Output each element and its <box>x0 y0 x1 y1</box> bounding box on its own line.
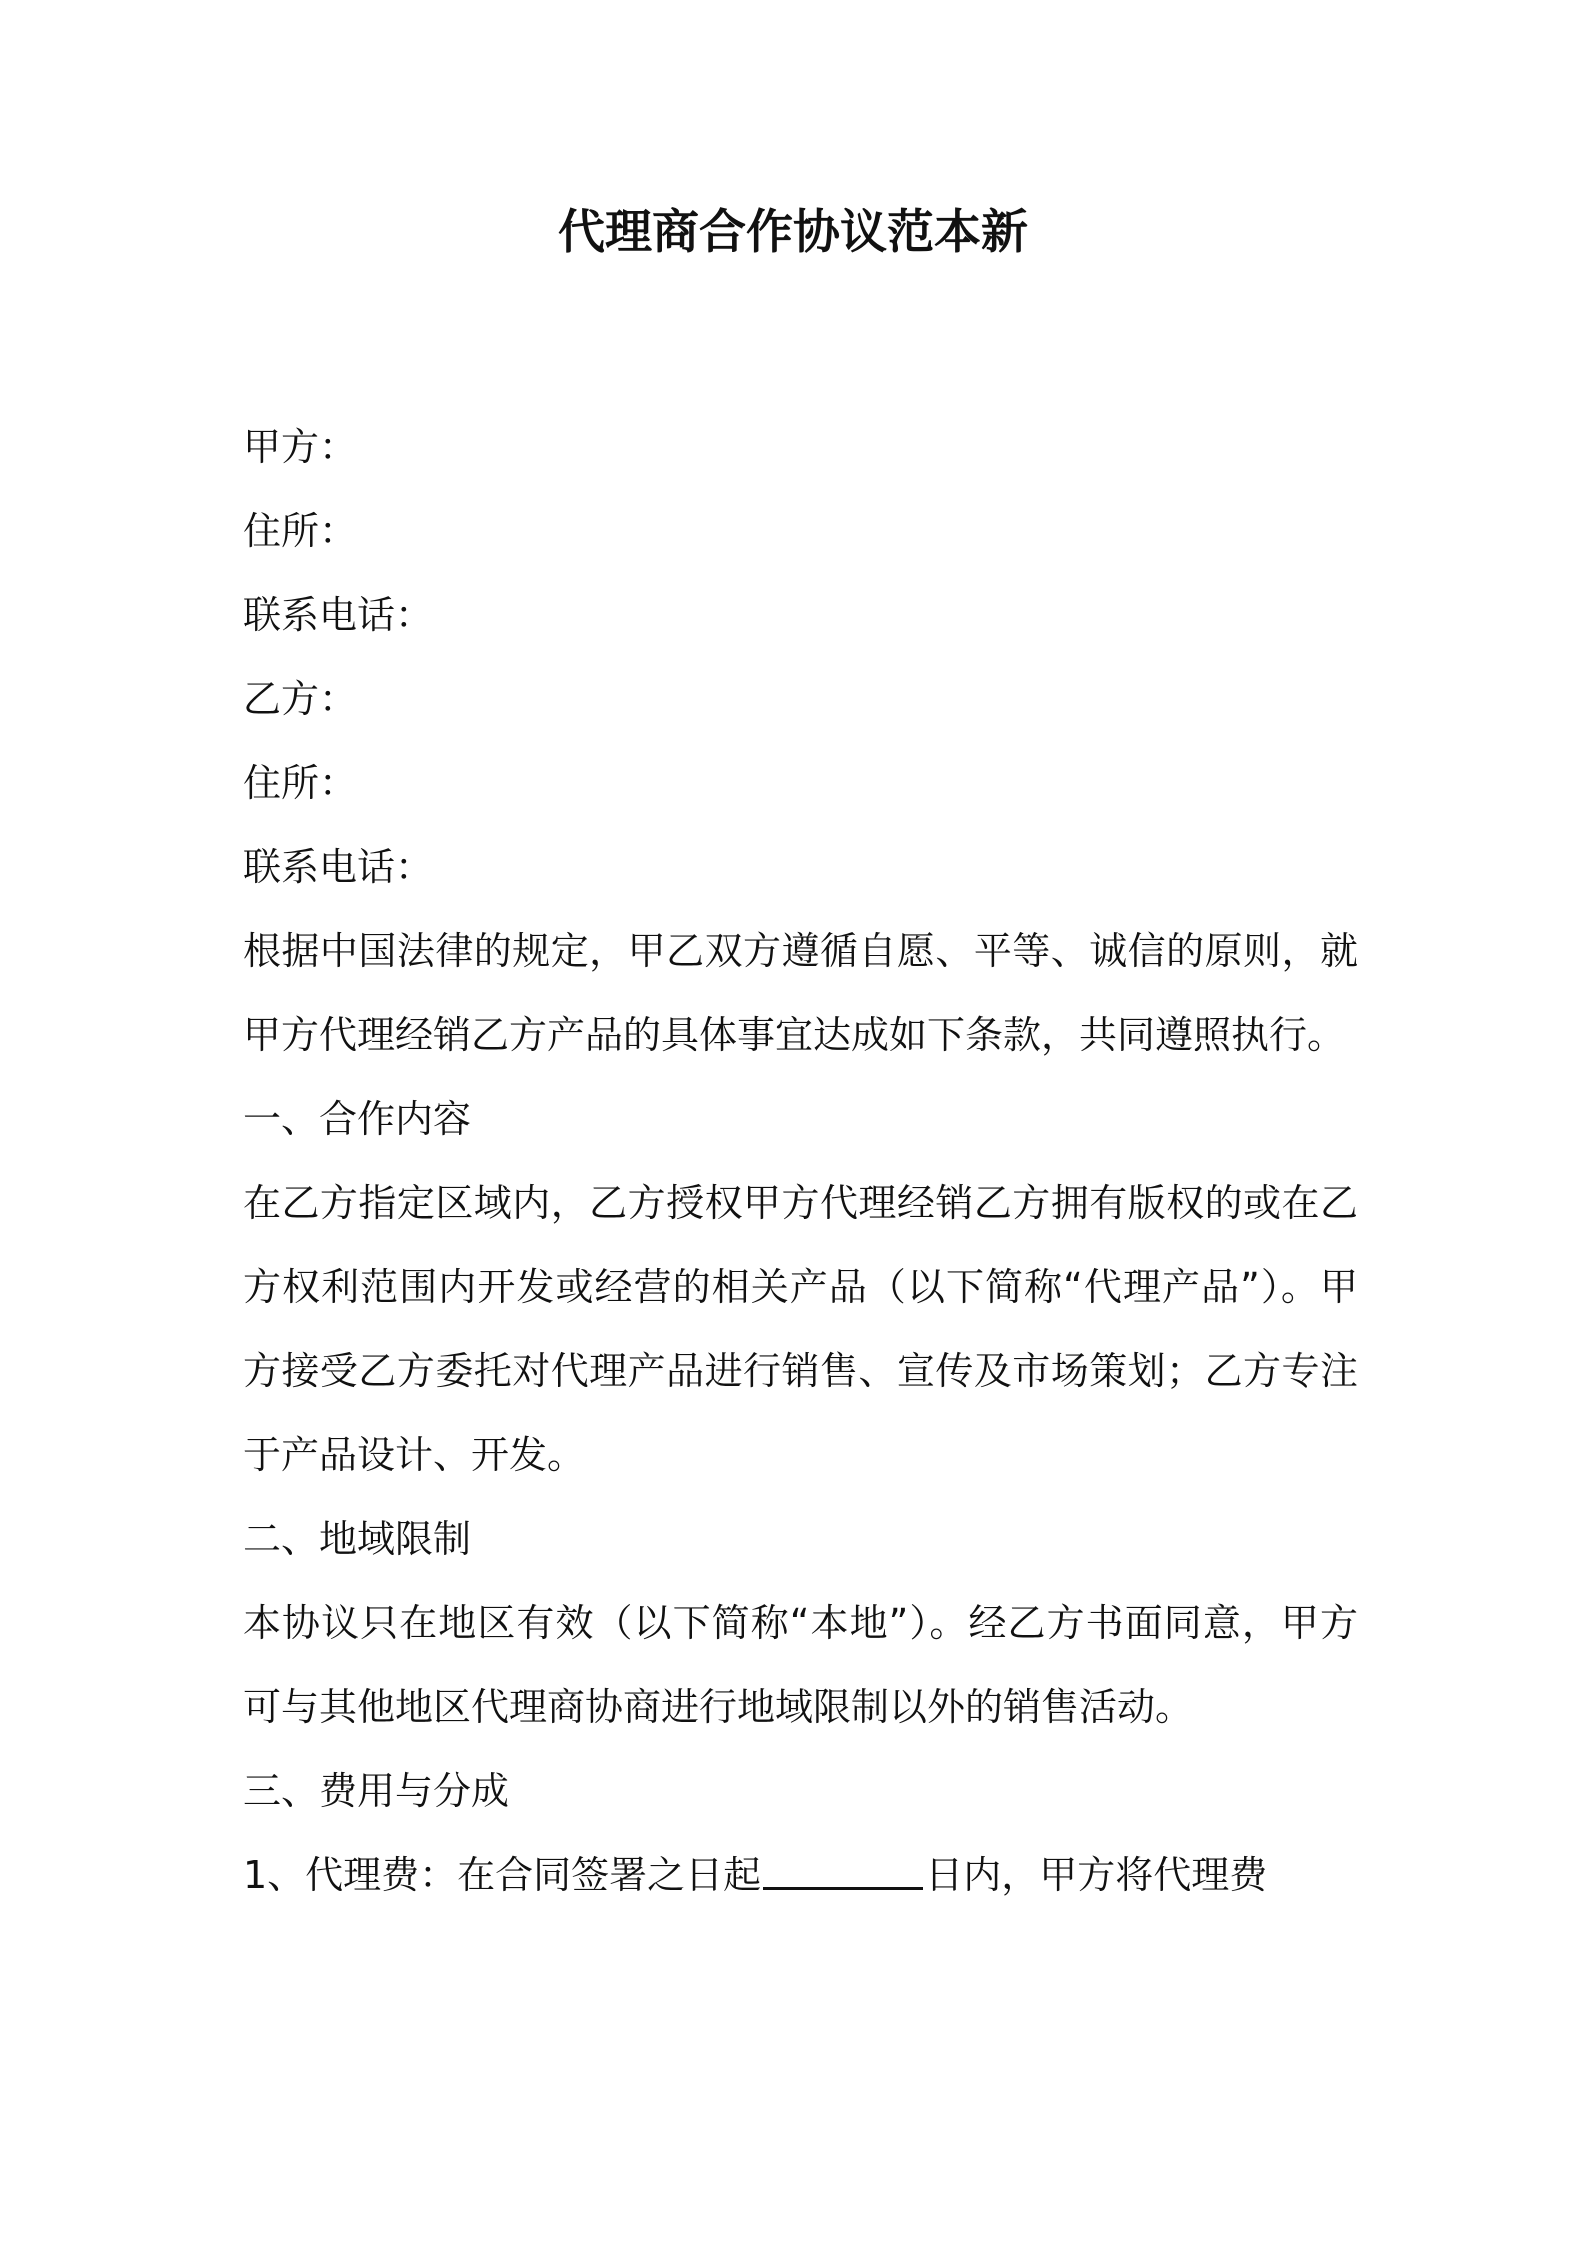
section-paragraph: 在乙方指定区域内，乙方授权甲方代理经销乙方拥有版权的或在乙方权利范围内开发或经营的相关产品（以下简称“代理产品”）。甲方接受乙方委托对代理产品进行销售、宣传及市场策划；乙方专注于产品设计、开发。 <box>243 1181 1358 1477</box>
section-heading: 三、费用与分成 <box>243 1769 510 1813</box>
fee-clause-before-blank: 1、代理费：在合同签署之日起 <box>243 1853 762 1897</box>
fee-clause-after-blank: 日内，甲方将代理费 <box>925 1853 1268 1897</box>
section-heading: 一、合作内容 <box>243 1097 472 1141</box>
section-heading: 二、地域限制 <box>243 1517 472 1561</box>
document-title: 代理商合作协议范本新 <box>558 205 1028 260</box>
party-b-phone-label: 联系电话： <box>243 845 434 889</box>
section-paragraph: 本协议只在地区有效（以下简称“本地”）。经乙方书面同意，甲方可与其他地区代理商协商进行地域限制以外的销售活动。 <box>243 1601 1358 1729</box>
document-body <box>243 405 1358 1917</box>
party-a-phone-label: 联系电话： <box>243 593 434 637</box>
preamble-paragraph: 根据中国法律的规定，甲乙双方遵循自愿、平等、诚信的原则，就甲方代理经销乙方产品的具体事宜达成如下条款，共同遵照执行。 <box>243 929 1358 1057</box>
fill-in-blank <box>763 1851 923 1890</box>
party-b-name-label: 乙方： <box>243 677 358 721</box>
fee-clause-line <box>243 1833 1358 1917</box>
party-b-address-label: 住所： <box>243 761 358 805</box>
party-a-name-label: 甲方： <box>243 425 358 469</box>
party-a-address-label: 住所： <box>243 509 358 553</box>
